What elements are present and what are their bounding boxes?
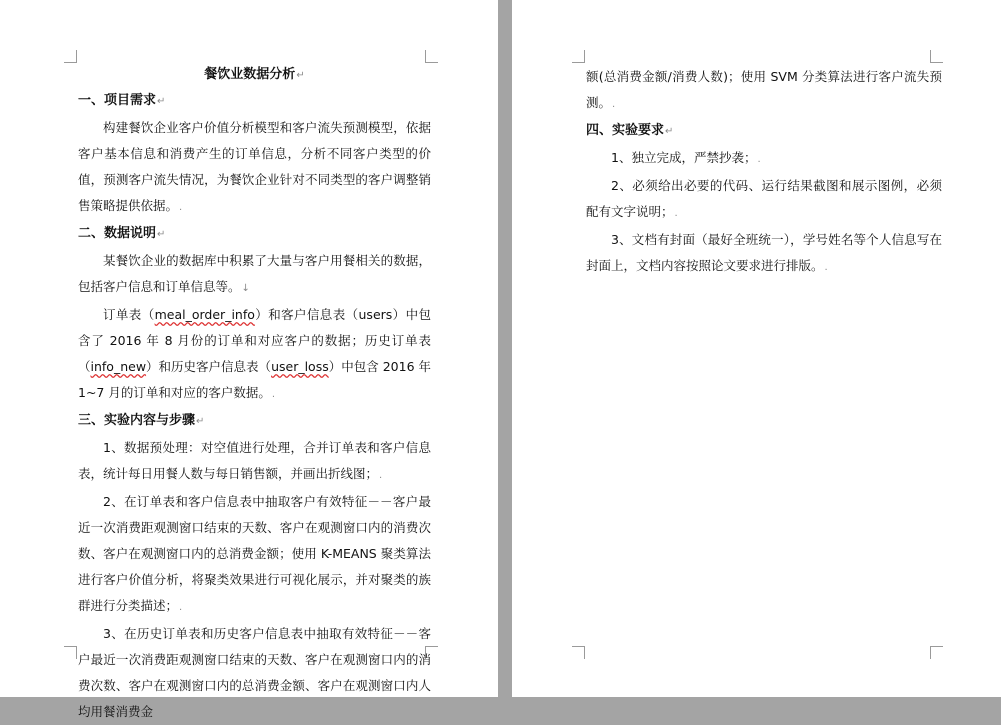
paragraph: 某餐饮企业的数据库中积累了大量与客户用餐相关的数据，包括客户信息和订单信息等。↓ [78, 253, 431, 294]
crop-mark-top-right [930, 50, 943, 63]
end-mark: . [757, 154, 761, 165]
end-mark: . [271, 389, 276, 400]
end-mark: . [179, 602, 183, 613]
end-mark: . [824, 262, 828, 273]
paragraph: 3、在历史订单表和历史客户信息表中抽取有效特征－－客户最近一次消费距观测窗口结束的天数、客户在观测窗口内的消费次数、客户在观测窗口内的总消费金额、客户在观测窗口内人均用餐消费金 [78, 626, 431, 719]
paragraph-mark: ↵ [296, 70, 305, 81]
crop-mark-top-left [572, 50, 585, 63]
paragraph-mark: ↵ [196, 416, 205, 427]
section-heading-3: 三、实验内容与步骤↵ [78, 413, 205, 428]
table-name-meal-order-info: meal_order_info [154, 307, 255, 322]
paragraph-continuation: 额(总消费金额/消费人数)；使用 SVM 分类算法进行客户流失预测。. [586, 69, 942, 110]
section-heading-4: 四、实验要求↵ [586, 123, 674, 138]
paragraph: 订单表（meal_order_info）和客户信息表（users）中包含了 2016 年 8 月份的订单和对应客户的数据；历史订单表（info_new）和历史客户信息表（user_loss）中包含 2016 年 1~7 月的订单和对应的客户数据。. [78, 307, 431, 400]
paragraph: 1、独立完成，严禁抄袭；. [611, 150, 761, 165]
crop-mark-top-left [64, 50, 77, 63]
paragraph: 3、文档有封面（最好全班统一），学号姓名等个人信息写在封面上，文档内容按照论文要求进行排版。. [586, 232, 942, 273]
crop-mark-top-right [425, 50, 438, 63]
table-name-user-loss: user_loss [271, 359, 329, 374]
paragraph: 1、数据预处理：对空值进行处理，合并订单表和客户信息表，统计每日用餐人数与每日销售额，并画出折线图；. [78, 440, 431, 481]
tab-mark: ↓ [241, 283, 250, 294]
end-mark: . [612, 99, 616, 110]
crop-mark-bottom-left [64, 646, 77, 659]
end-mark: . [674, 208, 678, 219]
paragraph-mark: ↵ [157, 229, 166, 240]
end-mark: . [179, 202, 183, 213]
paragraph-mark: ↵ [665, 126, 674, 137]
crop-mark-bottom-right [930, 646, 943, 659]
crop-mark-bottom-left [572, 646, 585, 659]
document-page-1[interactable] [0, 0, 498, 719]
paragraph: 2、在订单表和客户信息表中抽取客户有效特征－－客户最近一次消费距观测窗口结束的天数、客户在观测窗口内的消费次数、客户在观测窗口内的总消费金额；使用 K-MEANS 聚类算法进行客户价值分析，将聚类效果进行可视化展示，并对聚类的族群进行分类描述；. [78, 494, 431, 613]
document-title: 餐饮业数据分析↵ [204, 67, 305, 82]
section-heading-2: 二、数据说明↵ [78, 226, 166, 241]
paragraph: 2、必须给出必要的代码、运行结果截图和展示图例，必须配有文字说明；. [586, 178, 942, 219]
section-heading-1: 一、项目需求↵ [78, 93, 166, 108]
paragraph: 构建餐饮企业客户价值分析模型和客户流失预测模型，依据客户基本信息和消费产生的订单信息，分析不同客户类型的价值，预测客户流失情况，为餐饮企业针对不同类型的客户调整销售策略提供依据。. [78, 120, 431, 213]
table-name-info-new: info_new [90, 359, 147, 374]
end-mark: . [379, 470, 383, 481]
document-page-2[interactable] [512, 0, 1001, 697]
page-1-body[interactable] [78, 64, 431, 725]
page-2-body[interactable] [586, 64, 942, 281]
paragraph-mark: ↵ [157, 96, 166, 107]
